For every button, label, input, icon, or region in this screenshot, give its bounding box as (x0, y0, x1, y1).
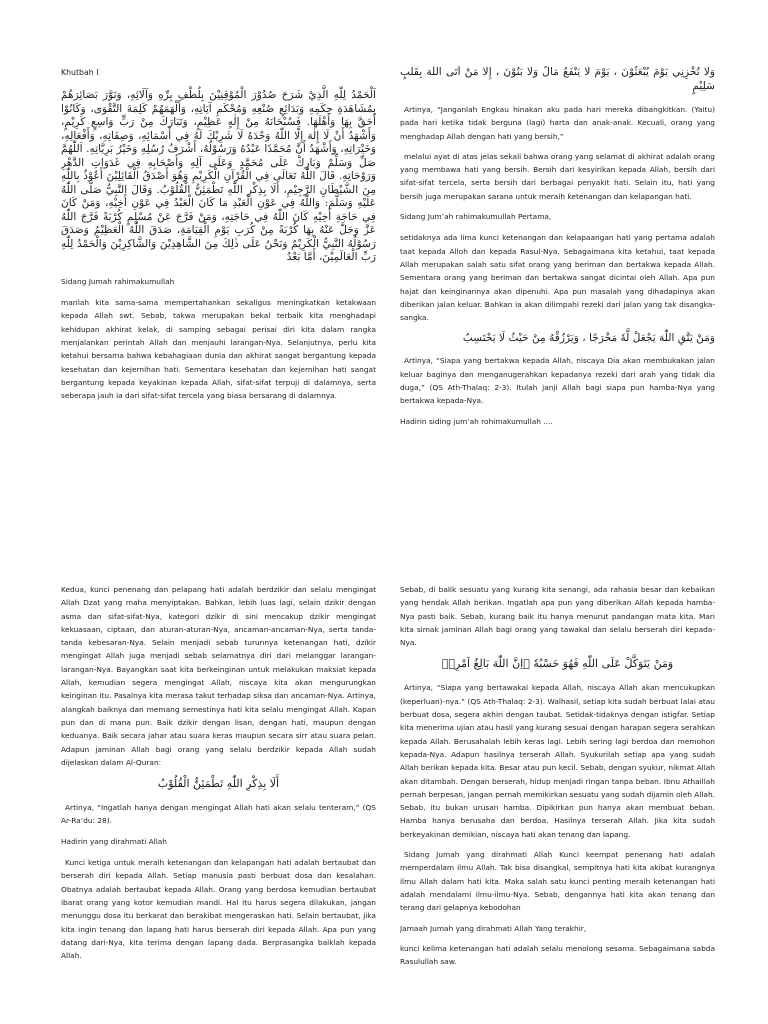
body-paragraph: Sidang Jumah yang dirahmati Allah Kunci keempat penenang hati adalah memperdalam ilmu Allah. Tak bisa disangkal, sempitnya hati kita akibat kurangnya ilmu Allah dalam hati kita. Maka salah satu kunci penting meraih ketenangan hati adalah mendalami ilmu-ilmu-Nya. Sebab, dengannya hati kita akan tenang dan terang dari gelapnya kebodohan (400, 850, 715, 913)
verse-translation: Artinya, “Siapa yang bertawakal kepada Allah, niscaya Allah akan mencukupkan (keperluan)-nya.” (QS Ath-Thalaq: 2-3). Walhasil, setiap kita sudah berbuat lalai atau berbuat dosa, segera akhiri dengan taubat. Setidak-tidaknya dengan istigfar. Setiap kita menerima ujian atau hasil yang kurang sesuai dengan harapan segera serahkan kepada Allah. Berusahalah lebih keras lagi. Lebih sering lagi berdoa dan memohon kepada-Nya. Adapun hasilnya terserah Allah. Syukurilah setiap apa yang sudah Allah berikan kepada kita. Besar atau pun kecil. Sebab, dengan syukur, nikmat Allah akan ditambah. Dengan berserah, hidup menjadi ringan tanpa beban. Ibnu Athaillah pernah berpesan, jangan pernah memikirkan sesuatu yang sudah dijamin oleh Allah. Sebab, itu bukan urusan hamba. Dipikirkan pun hanya akan membuat beban. Hamba hanya berusaha dan berdoa. Hasilnya terserah Allah. Jika kita sudah berkeyakinan demikian, niscaya hati akan tenang dan lapang. (400, 683, 715, 839)
verse-translation: Artinya, “Ingatlah hanya dengan mengingat Allah hati akan selalu tenteram,” (QS Ar-Ra’du: 28). (61, 803, 376, 826)
section-heading: Jamaah Jumah yang dirahmati Allah Yang terakhir, (400, 923, 587, 933)
section-heading: Sidang Jum’ah rahimakumullah Pertama, (400, 212, 552, 222)
body-paragraph: kunci kelima ketenangan hati adalah selalu menolong sesama. Sebagaimana sabda Rasulullah saw. (400, 943, 715, 967)
column-top-right (400, 66, 715, 435)
body-paragraph: melalui ayat di atas jelas sekali bahwa orang yang selamat di akhirat adalah orang yang membawa hati yang bersih. Bersih dari kesyirikan kepada Allah, bersih dari sifat-sifat tercela, serta bersih dari berbagai penyakit hati. Selain itu, hati yang bersih juga merupakan sarana untuk meraih ketenangan dan kelapangan hati. (400, 151, 715, 201)
quran-verse-arabic: وَمَنْ يَتَّقِ اللّٰهَ يَجْعَلْ لَّهٗ مَخْرَجًا ، وَيَرْزُقْهُ مِنْ حَيْثُ لَا يَحْتَسِبُ (462, 332, 715, 345)
khutbah-heading: Khutbah I (61, 68, 99, 77)
verse-translation: Artinya, “Siapa yang bertakwa kepada Allah, niscaya Dia akan membukakan jalan keluar baginya dan menganugerahkan kepadanya rezeki dari arah yang tidak dia duga,” (QS Ath-Thalaq: 2-3). Itulah janji Allah bagi siapa pun hamba-Nya yang bertakwa kepada-Nya. (400, 356, 715, 406)
column-top-left (61, 66, 376, 409)
body-paragraph: Sebab, di balik sesuatu yang kurang kita senangi, ada rahasia besar dan kebaikan yang hendak Allah berikan. Ingatlah apa pun yang diberikan Allah kepada hamba-Nya pasti baik. Sebab, kurang baik itu hanya menurut pandangan mata kita. Mari kita simak jaminan Allah bagi orang yang tawakal dan selalu berserah diri kepada-Nya. (400, 585, 715, 648)
section-heading: Sidang Jumah rahimakumullah (61, 276, 175, 286)
section-heading: Hadirin yang dirahmati Allah (61, 836, 167, 846)
body-paragraph: Kedua, kunci penenang dan pelapang hati adalah berdzikir dan selalu mengingat Allah Dzat yang maha menyiptakan. Bahkan, lebih luas lagi, selain dzikir dengan asma dan sifat-sifat-Nya, kategori dzikir di sini mencakup dzikir mengingat kekuasaan, ciptaan, dan aturan-aturan-Nya, ancaman-ancaman-Nya, serta tanda-tanda kebesaran-Nya. Selain menjadi sebab turunnya ketenangan hati, dzikir mengingat Allah juga menjadi sebab selamatnya diri dari melanggar larangan-larangan-Nya. Bayangkan saat kita berkeinginan untuk melakukan maksiat kepada Allah, kemudian segera mengingat Allah, niscaya kita akan mengurungkan keinginan itu. Pasalnya kita merasa takut terhadap siksa dan ancaman-Nya. Artinya, alangkah baiknya dan memang semestinya hati kita selalu mengingat Allah. Kapan pun dan di mana pun. Baik dzikir dengan lisan, dengan hati, maupun dengan keduanya. Baik secara jahar atau suara keras maupun secara sirr atau suara pelan. Adapun jaminan Allah bagi orang yang selalu berdzikir kepada Allah sudah dijelaskan dalam Al-Quran: (61, 585, 376, 767)
section-heading: Hadirin siding jum’ah rohimakumullah .... (400, 416, 553, 426)
column-bottom-right (400, 583, 715, 975)
body-paragraph: Kunci ketiga untuk meraih ketenangan dan kelapangan hati adalah bertaubat dan berserah diri kepada Allah. Setiap manusia pasti berbuat dosa dan kesalahan. Obatnya adalah bertaubat kepada Allah. Orang yang berdosa kemudian bertaubat ibarat orang yang kotor kemudian mandi. Hal itu harus segera dilakukan, jangan menunggu dosa itu berkarat dan berakibat mengeraskan hati. Selain bertaubat, jika kita ingin tenang dan lapang hati harus berserah diri kepada Allah. Apa pun yang datang dari-Nya, kita terima dengan lapang dada. Berprasangka baiklah kepada Allah. (61, 858, 376, 961)
body-paragraph: marilah kita sama-sama mempertahankan sekaligus meningkatkan ketakwaan kepada Allah swt. Sebab, takwa merupakan bekal terbaik kita menghadapi kehidupan akhirat kelak, di samping sebagai perisai diri kita dalam rangka menjalankan perintah Allah dan menjauhi larangan-Nya. Selanjutnya, perlu kita ketahui bersama bahwa kebahagiaan dunia dan akhirat sangat bergantung kepada kesehatan dan kejernihan hati. Sementara kesehatan dan kejernihan hati sangat bergantung kepada keyakinan kepada Allah, sifat-sifat terpuji di dalamnya, serta seberapa jauh ia dari sifat-sifat tercela yang biasa bersarang di dalamnya. (61, 298, 376, 401)
verse-translation: Artinya, “Janganlah Engkau hinakan aku pada hari mereka dibangkitkan. (Yaitu) pada hari ketika tidak berguna (lagi) harta dan anak-anak. Kecuali, orang yang menghadap Allah dengan hati yang bersih,” (400, 105, 715, 141)
quran-verse-arabic: أَلَا بِذِكْرِ اللّٰهِ تَطْمَئِنُّ الْقُلُوْبُ (157, 777, 280, 791)
body-paragraph: setidaknya ada lima kunci ketenangan dan kelapaangan hati yang pertama adalah taat kepada Alloh dan kepada Rasul-Nya. Sebagaimana kita ketahui, taat kepada Allah merupakan salah satu sifat orang yang beriman dan bertakwa kepada Allah. Sementara orang yang beriman dan bertakwa sangat dicintai oleh Allah. Apa pun hajat dan keinginannya akan dipenuhi. Apa pun masalah yang dihadapinya akan diberikan jalan keluar. Bahkan ia akan dilimpahi rezeki dari jalan yang tak disangka-sangka. (400, 233, 715, 323)
quran-verse-arabic: وَمَنْ يَتَوَكَّلْ عَلَى اللّٰهِ فَهُوَ حَسْبُهٗ ۗاِنَّ اللّٰهَ بَالِغُ اَمْرِهٖ (441, 657, 674, 671)
opening-arabic-text: اَلْحَمْدُ لِلّٰهِ الَّذِيْ شَرَحَ صُدُوْرَ الْمُوْقِنِيْنَ بِلُطْفِ بِرِّهِ وَآلَائِهِ، وَنَوَّرَ بَصَائِرَهُمْ بِمُشَاهَدَةِ حِكَمِهِ وَبَدَائِعِ صُنْعِهِ وَمُحْكَمِ آيَاتِهِ، وَأَلْهَمَهُمْ كَلِمَةَ التَّقْوَى، وَكَانُوْا أَحَقَّ بِهَا وَأَهْلَهَا. فَسُبْحَانَهُ مِنْ إِلٰهٍ عَظِيْمٍ، وَتَبَارَكَ مِنْ رَبٍّ وَاسِعٍ كَرِيْمٍ، وَأَشْهَدُ أَنْ لَا إِلٰهَ إِلَّا اللّٰهُ وَحْدَهُ لَا شَرِيْكَ لَهُ فِي أَسْمَائِهِ، وَصِفَاتِهِ، وَأَفْعَالِهِ، وَخَيْرَاتِهِ، وَأَشْهَدُ أَنَّ مُحَمَّدًا عَبْدُهُ وَرَسُوْلُهُ، أَشْرَفُ رُسُلِهِ وَخَيْرُ بَرِيَّاتِهِ. اَللّٰهُمَّ صَلِّ وَسَلِّمْ وَبَارِكْ عَلَى مُحَمَّدٍ وَعَلَى آلِهِ وَأَصْحَابِهِ فِي غَدَوَاتِ الدَّهْرِ وَرَوْحَاتِهِ. قَالَ اللّٰهُ تَعَالَى فِي الْقُرْآنِ الْكَرِيْمِ وَهُوَ أَصْدَقُ الْقَائِلِيْنَ أَعُوْذُ بِاللّٰهِ مِنَ الشَّيْطَانِ الرَّجِيْمِ، أَلَا بِذِكْرِ اللّٰهِ تَطْمَئِنُّ الْقُلُوْبُ. وَقَالَ النَّبِيُّ صَلَّى اللّٰهُ عَلَيْهِ وَسَلَّمَ: وَاللّٰهُ فِي عَوْنِ الْعَبْدِ مَا كَانَ الْعَبْدُ فِي عَوْنِ أَخِيْهِ، وَمَنْ كَانَ فِي حَاجَةِ أَخِيْهِ كَانَ اللّٰهُ فِي حَاجَتِهِ، وَمَنْ فَرَّجَ عَنْ مُسْلِمٍ كُرْبَةً فَرَّجَ اللّٰهُ عَزَّ وَجَلَّ عَنْهُ بِهَا كُرْبَةً مِنْ كُرَبِ يَوْمِ الْقِيَامَةِ، صَدَقَ اللّٰهُ الْعَظِيْمُ وَصَدَقَ رَسُوْلُهُ النَّبِيُّ الْكَرِيْمُ وَنَحْنُ عَلَى ذٰلِكَ مِنَ الشَّاهِدِيْنَ وَالشَّاكِرِيْنَ وَالْحَمْدُ لِلّٰهِ رَبِّ الْعَالَمِيْنَ، أَمَّا بَعْدُ (61, 89, 376, 264)
column-bottom-left (61, 583, 376, 969)
quran-verse-arabic: وَلَا تُخْزِنِي يَوْمَ يُبْعَثُوْنَ ، يَوْمَ لَا يَنْفَعُ مَالٌ وَلَا بَنُوْنَ ، إِلَّا مَنْ أَتَى اللّٰهَ بِقَلْبٍ سَلِيْمٍ (400, 66, 715, 92)
